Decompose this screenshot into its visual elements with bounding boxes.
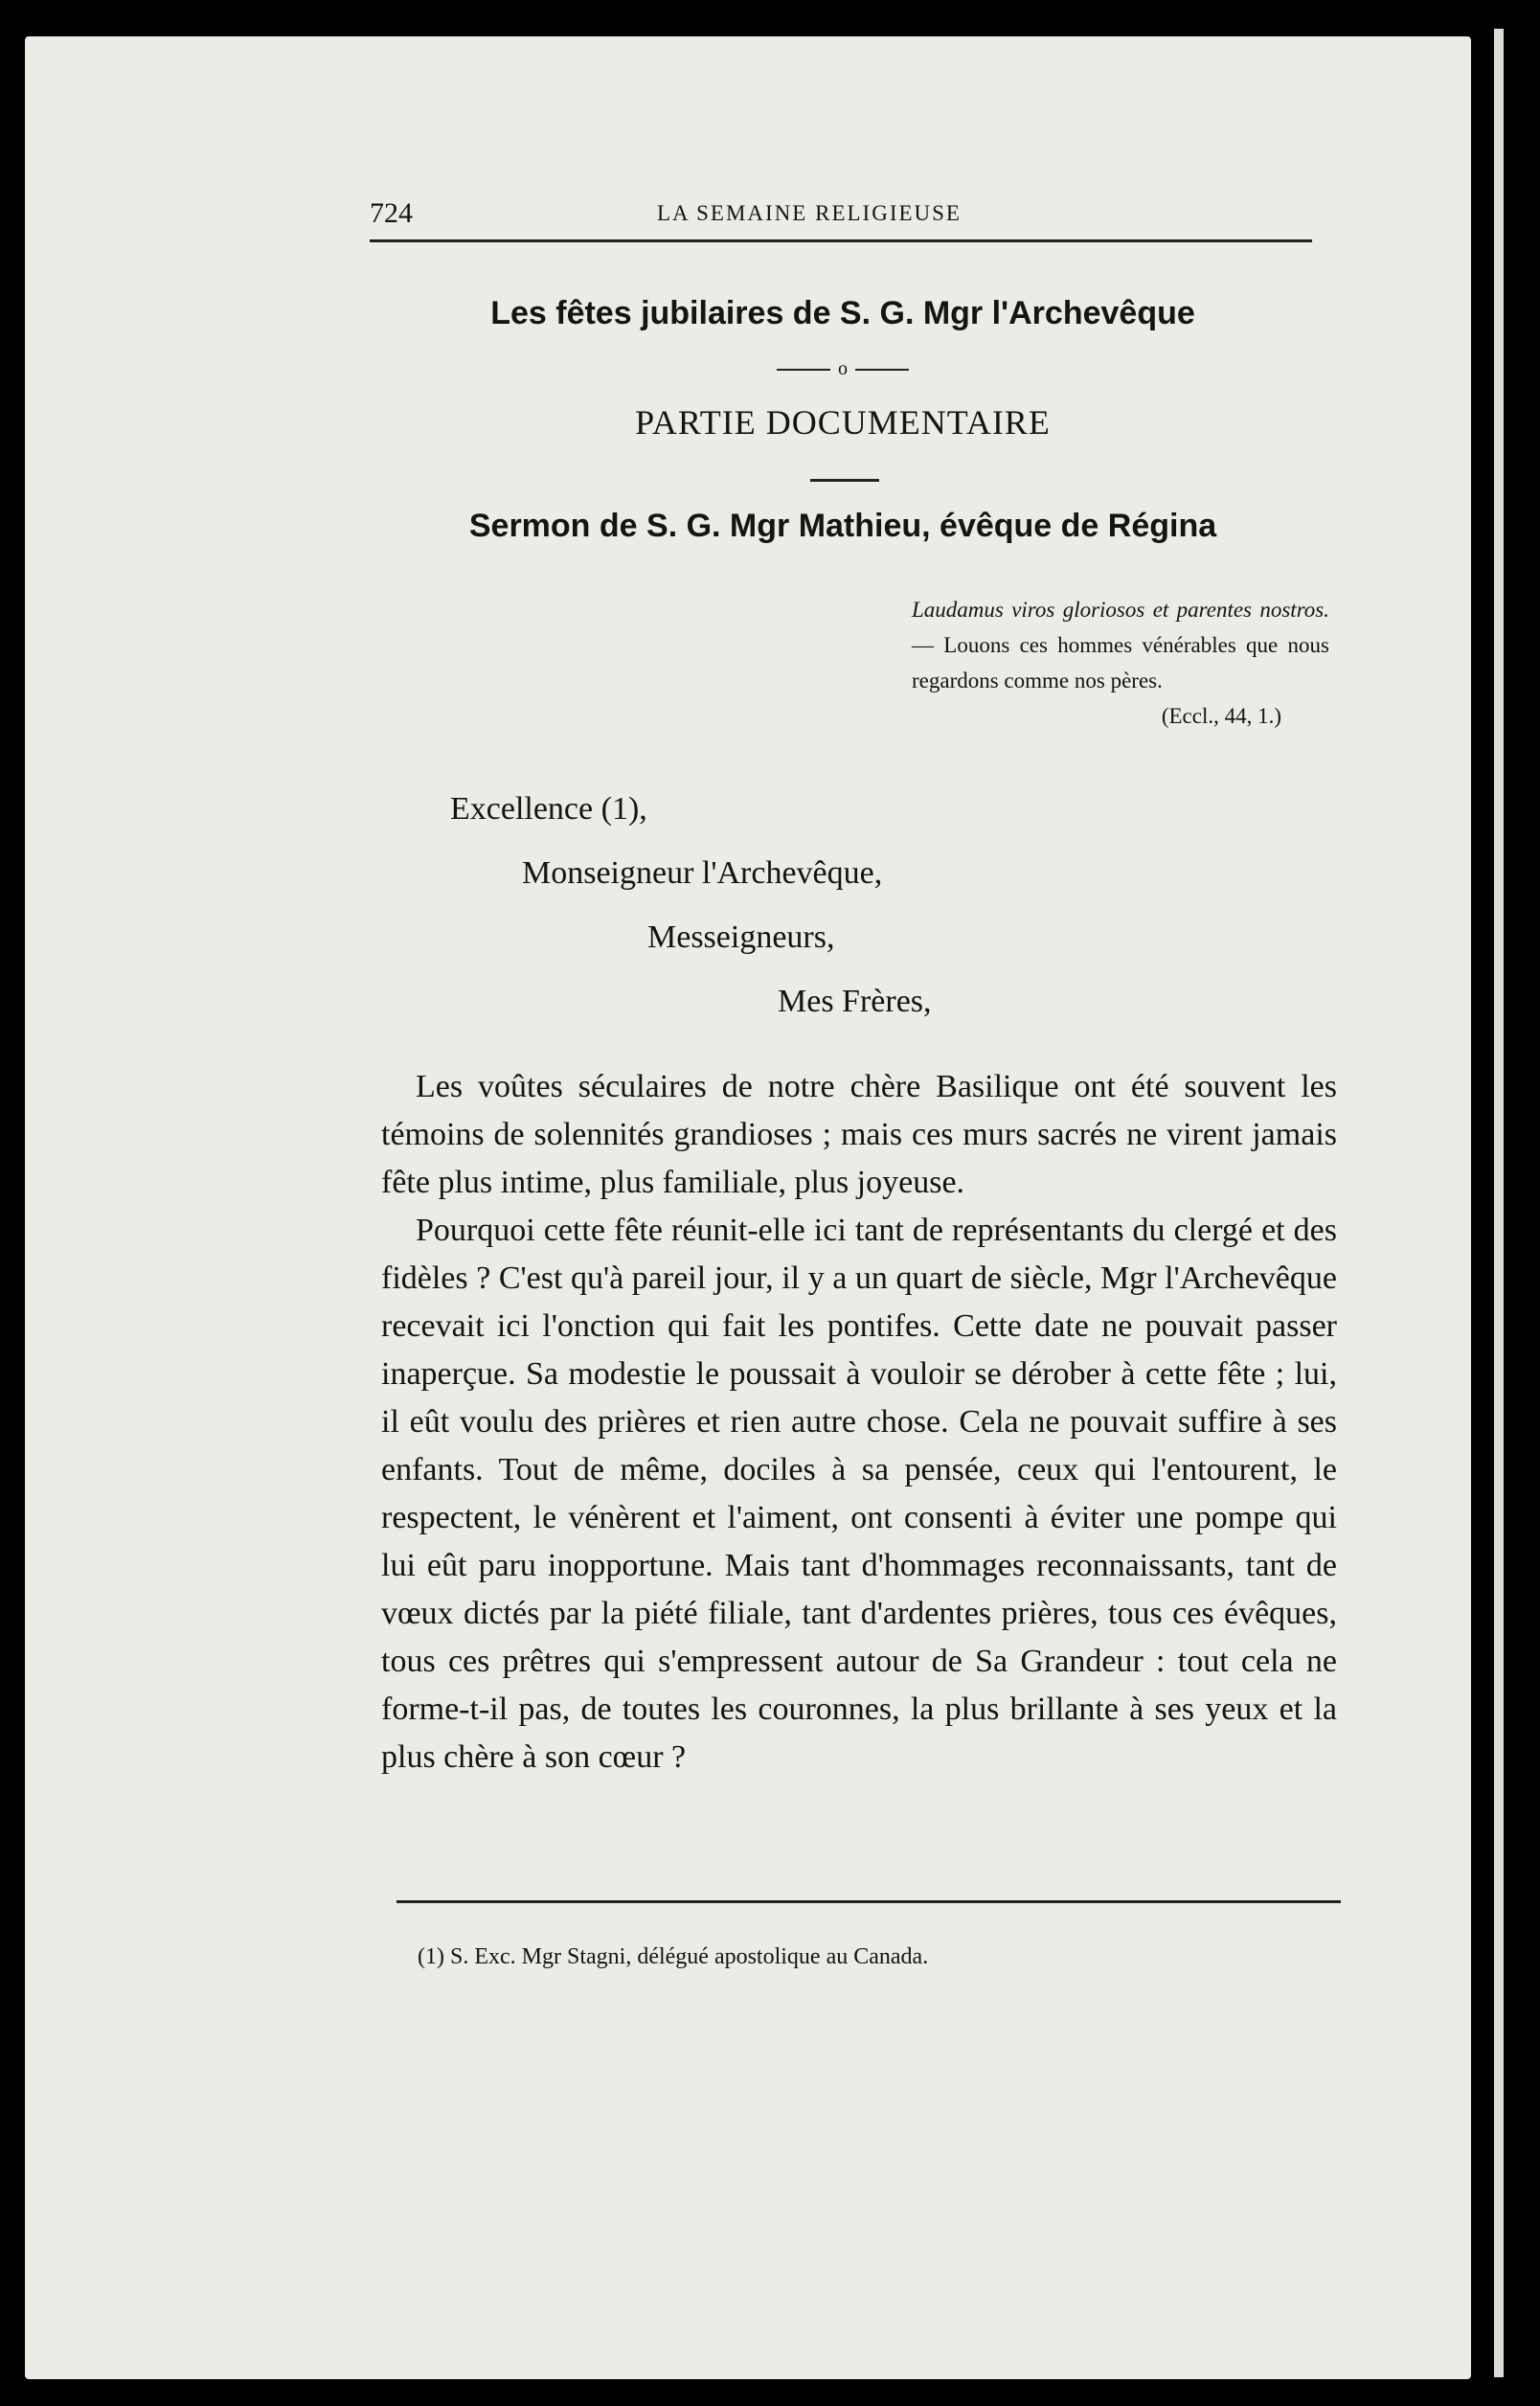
page-header [370, 197, 1312, 238]
article-title: Les fêtes jubilaires de S. G. Mgr l'Archevêque [490, 295, 1195, 331]
section-rule [810, 479, 879, 482]
epigraph-citation: (Eccl., 44, 1.) [1161, 704, 1281, 728]
running-title: LA SEMAINE RELIGIEUSE [657, 201, 962, 225]
epigraph [912, 592, 1329, 734]
salutation-archbishop: Monseigneur l'Archevêque, [522, 855, 883, 891]
section-title: PARTIE DOCUMENTAIRE [635, 403, 1051, 442]
sermon-title: Sermon de S. G. Mgr Mathieu, évêque de Régina [468, 508, 1217, 544]
epigraph-translation: — Louons ces hommes vénérables que nous regardons comme nos pères. [912, 633, 1329, 692]
salutation-bishops: Messeigneurs, [647, 919, 835, 955]
sermon-body [381, 1063, 1337, 1782]
ornament-glyph: o [838, 358, 848, 379]
paragraph: Pourquoi cette fête réunit-elle ici tant de représentants du clergé et des fidèles ? C'est qu'à pareil jour, il y a un quart de siècle, Mgr l'Archevêque recevait ici l'onction qui fait les pontifes. Cette date ne pouvait passer inaperçue. Sa modestie le poussait à vouloir se dérober à cette fête ; lui, il eût voulu des prières et rien autre chose. Cela ne pouvait suffire à ses enfants. Tout de même, dociles à sa pensée, ceux qui l'entourent, le respectent, le vénèrent et l'aiment, ont consenti à éviter une pompe qui lui eût paru inopportune. Mais tant d'hommages reconnaissants, tant de vœux dictés par la piété filiale, tant d'ardentes prières, tous ces évêques, tous ces prêtres qui s'empressent autour de Sa Grandeur : tout cela ne forme-t-il pas, de toutes les couronnes, la plus brillante à ses yeux et la plus chère à son cœur ? [381, 1213, 1337, 1775]
header-rule [370, 239, 1312, 242]
paragraph: Les voûtes séculaires de notre chère Basilique ont été souvent les témoins de solennités grandioses ; mais ces murs sacrés ne virent jamais fête plus intime, plus familiale, plus joyeuse. [381, 1069, 1337, 1200]
ornament-line-left [777, 369, 830, 371]
page-number: 724 [370, 197, 413, 229]
footnote-rule [396, 1900, 1341, 1903]
footnote: (1) S. Exc. Mgr Stagni, délégué apostolique au Canada. [418, 1944, 929, 1969]
salutation-brothers: Mes Frères, [778, 984, 932, 1019]
next-page-edge [1494, 29, 1504, 2377]
salutation-excellence: Excellence (1), [450, 791, 647, 827]
ornament-line-right [855, 369, 909, 371]
title-ornament [364, 358, 1322, 380]
epigraph-latin: Laudamus viros gloriosos et parentes nostros. [912, 598, 1329, 622]
